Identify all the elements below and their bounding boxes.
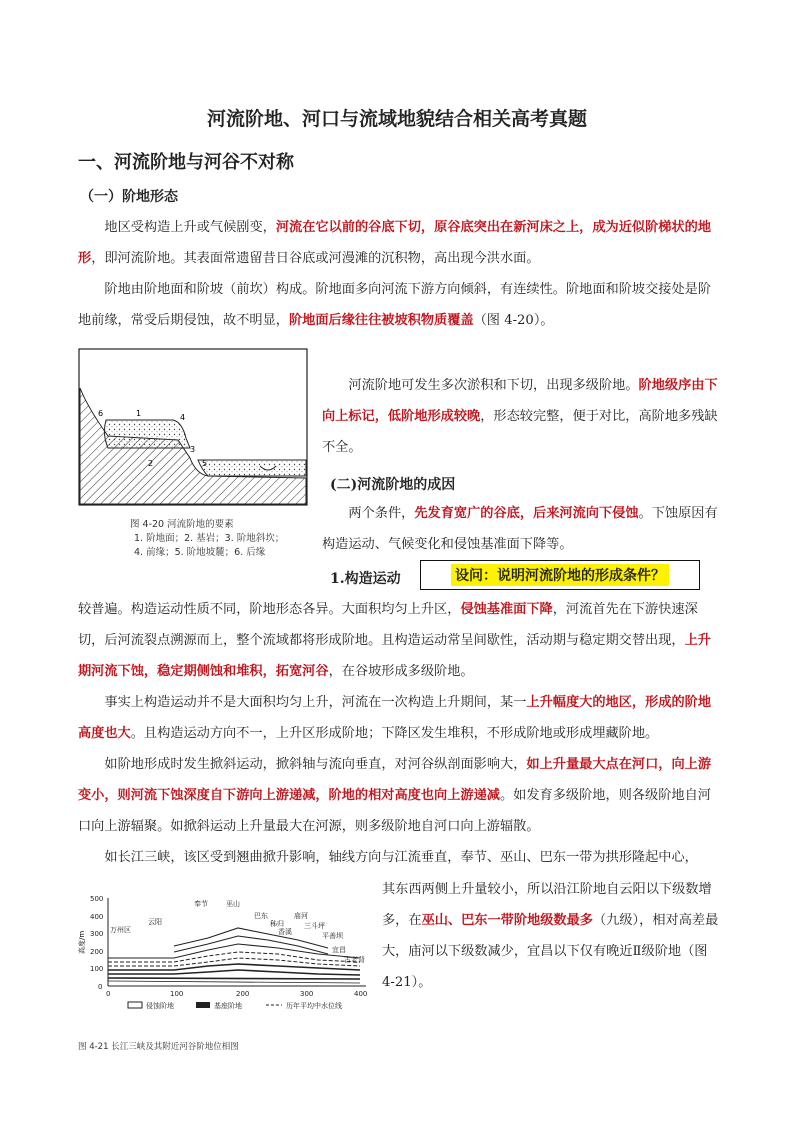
- paragraph-1: [78, 212, 722, 274]
- body-text: 。下蚀原因有构造运动、气候变化和侵蚀基准面下降等。: [322, 506, 718, 552]
- label-1: 1: [136, 409, 142, 418]
- place-pingshanba: 平善坝: [322, 932, 343, 940]
- paragraph-2: [78, 274, 722, 336]
- figure-4-20-legend-2: 4. 前缘；5. 阶地坡麓；6. 后缘: [134, 547, 266, 558]
- body-text: 两个条件，: [348, 506, 415, 521]
- place-yichang: 宜昌: [332, 946, 346, 954]
- highlight-text: 巫山、巴东一带阶地级数最多: [421, 913, 593, 928]
- body-text: （图 4-20）。: [473, 313, 554, 328]
- y-tick-100: 100: [90, 965, 104, 973]
- figure-4-20-legend-1: 1. 阶地面；2. 基岩；3. 阶地斜坎；: [134, 533, 285, 544]
- body-text: 。如发育多级阶地，则各级阶地自河口向上游辐聚。如掀斜运动上升量最大在河源，则多级阶地自河口向上游辐散。: [78, 788, 711, 834]
- highlight-text: 上升幅度大的地区，形成的阶地高度也大: [78, 695, 712, 741]
- subsection-heading-morphology: （一）阶地形态: [80, 189, 178, 205]
- paragraph-8: [78, 842, 722, 873]
- subsection-heading-causes: (二)河流阶地的成因: [330, 477, 456, 493]
- body-text: 较普遍。构造运动性质不同，阶地形态各异。大面积均匀上升区，: [78, 602, 461, 617]
- paragraph-4: [322, 498, 722, 560]
- x-tick-0: 0: [106, 990, 111, 998]
- body-text: ，即河流阶地。其表面常遗留昔日谷底或河漫滩的沉积物，高出现今洪水面。: [91, 251, 540, 266]
- x-tick-100: 100: [170, 990, 184, 998]
- place-fengjie: 奉节: [194, 900, 208, 908]
- legend-erosion-terrace: 侵蚀阶地: [146, 1002, 174, 1010]
- label-6: 6: [98, 409, 104, 418]
- place-zigui: 秭归: [270, 920, 284, 928]
- label-2: 2: [148, 459, 154, 468]
- paragraph-7: [78, 749, 722, 842]
- highlight-text: 河流在它以前的谷底下切，原谷底突出在新河床之上，成为近似阶梯状的地形: [78, 220, 712, 266]
- highlight-text: 阶地面后缘往往被坡积物质覆盖: [289, 313, 474, 328]
- body-text: 河流阶地可发生多次淤积和下切，出现多级阶地。: [348, 378, 639, 393]
- section-heading: 一、河流阶地与河谷不对称: [78, 152, 294, 173]
- x-tick-300: 300: [300, 990, 314, 998]
- y-axis-label: 高度/m: [78, 930, 86, 954]
- place-gulaobei: 古老背: [344, 956, 365, 964]
- body-text: 如阶地形成时发生掀斜运动，掀斜轴与流向垂直，对河谷纵剖面影响大，: [104, 757, 527, 772]
- body-text: 阶地由阶地面和阶坡（前坎）构成。阶地面多向河流下游方向倾斜，有连续性。阶地面和阶坡交接处是阶地前缘，常受后期侵蚀，故不明显，: [78, 282, 712, 328]
- highlight-text: 上升期河流下蚀，稳定期侧蚀和堆积，拓宽河谷: [78, 633, 711, 679]
- body-text: 地区受构造上升或气候剧变，: [104, 220, 276, 235]
- x-tick-400: 400: [354, 990, 368, 998]
- paragraph-5: [78, 594, 722, 687]
- highlight-text: 阶地级序由下向上标记，低阶地形成较晚: [322, 378, 718, 424]
- paragraph-9: [382, 874, 722, 998]
- figure-4-20-caption: 图 4-20 河流阶地的要素: [130, 519, 234, 530]
- label-3: 3: [190, 445, 196, 454]
- y-tick-400: 400: [90, 913, 104, 921]
- place-sandouping: 三斗坪: [304, 922, 325, 930]
- body-text: 。且构造运动方向不一，上升区形成阶地；下降区发生堆积，不形成阶地或形成埋藏阶地。: [130, 726, 659, 741]
- subsection-heading-tectonic: 1.构造运动: [330, 571, 401, 587]
- question-box: [420, 560, 700, 590]
- body-text: 事实上构造运动并不是大面积均匀上升，河流在一次构造上升期间，某一: [104, 695, 527, 710]
- body-text: ，在谷坡形成多级阶地。: [328, 664, 474, 679]
- place-wushan: 巫山: [226, 900, 240, 908]
- y-tick-200: 200: [90, 948, 104, 956]
- body-text: 如长江三峡，该区受到翘曲掀升影响，轴线方向与江流垂直，奉节、巫山、巴东一带为拱形隆起中心，: [104, 850, 698, 865]
- figure-terrace-elements: [78, 348, 308, 568]
- body-text: （九级），相对高差最大，庙河以下级数减少，宜昌以下仅有晚近Ⅱ级阶地（图 4-21）。: [382, 913, 719, 990]
- label-5: 5: [202, 459, 208, 468]
- figure-three-gorges-terraces: [78, 884, 376, 1054]
- highlight-text: 先发育宽广的谷底，后来河流向下侵蚀: [414, 506, 639, 521]
- y-tick-500: 500: [90, 895, 104, 903]
- question-text: 设问：说明河流阶地的形成条件？: [451, 564, 669, 586]
- paragraph-6: [78, 687, 722, 749]
- label-4: 4: [180, 413, 186, 422]
- page-title: 河流阶地、河口与流域地貌结合相关高考真题: [206, 108, 587, 130]
- paragraph-3: [322, 370, 722, 463]
- body-text: ，形态较完整，便于对比，高阶地多残缺不全。: [322, 409, 718, 455]
- x-tick-200: 200: [236, 990, 250, 998]
- figure-4-21-caption: 图 4-21 长江三峡及其附近河谷阶地位相图: [78, 1042, 239, 1052]
- highlight-text: 侵蚀基准面下降: [460, 602, 553, 617]
- legend-water-level: 历年平均中水位线: [286, 1002, 342, 1010]
- legend-base-terrace: 基座阶地: [214, 1002, 242, 1010]
- body-text: 其东西两侧上升量较小，所以沿江阶地自云阳以下级数增多，在: [382, 882, 712, 928]
- body-text: ，河流首先在下游快速深切，后河流裂点溯源而上，整个流域都将形成阶地。且构造运动常呈间歇性，活动期与稳定期交替出现，: [78, 602, 698, 648]
- terrace-diagram: [78, 348, 308, 508]
- place-badong: 巴东: [254, 912, 268, 920]
- place-wanzhou: 万州区: [110, 926, 131, 934]
- y-tick-300: 300: [90, 930, 104, 938]
- three-gorges-diagram: [78, 884, 376, 1034]
- place-miaohe: 庙河: [294, 912, 308, 920]
- place-yunyang: 云阳: [148, 918, 162, 926]
- highlight-text: 如上升量最大点在河口，向上游变小，则河流下蚀深度自下游向上游递减，阶地的相对高度也向上游递减: [78, 757, 712, 803]
- place-xiangxi: 香溪: [278, 928, 292, 936]
- y-tick-0: 0: [98, 983, 103, 991]
